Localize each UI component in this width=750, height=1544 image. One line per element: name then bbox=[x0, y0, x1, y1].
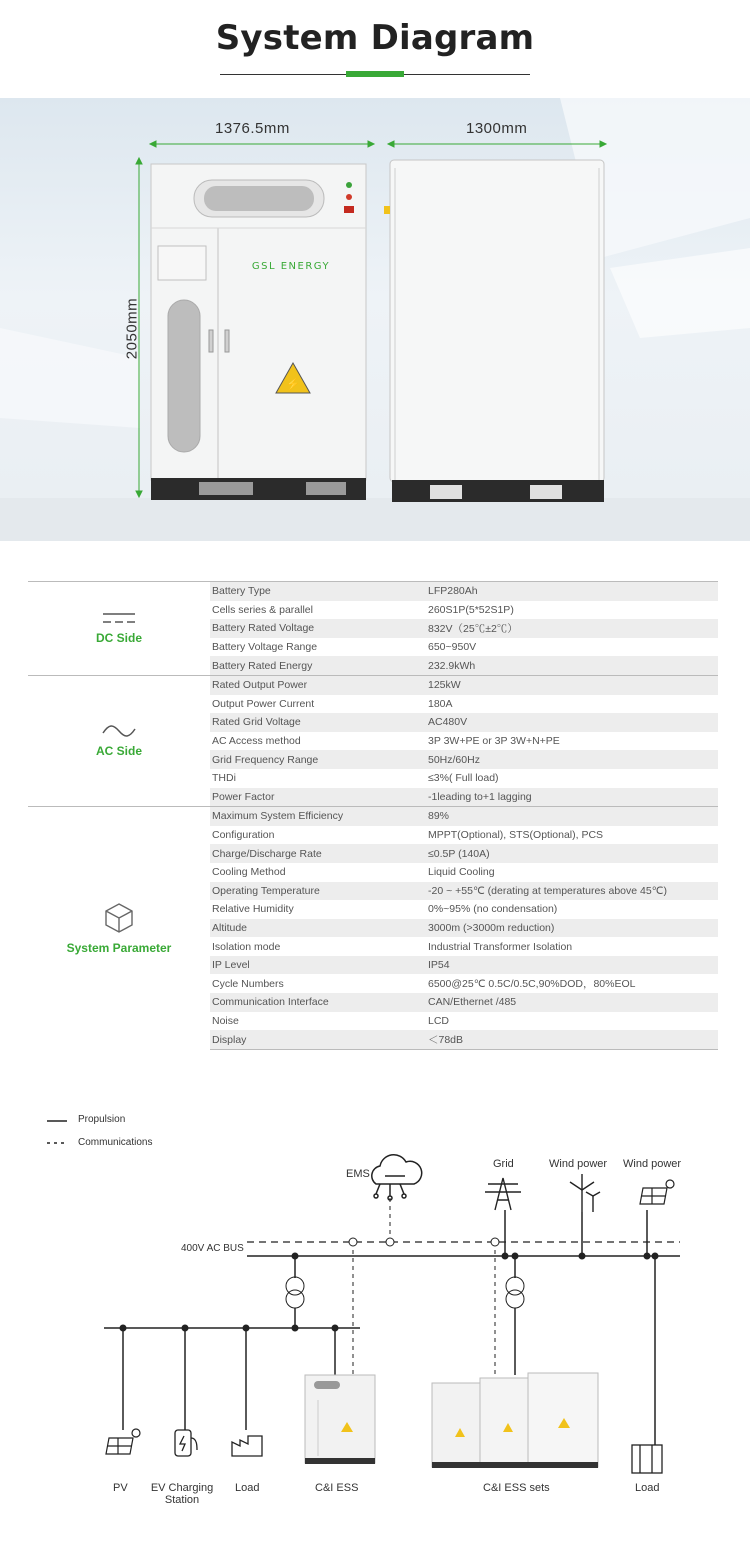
pv-label: PV bbox=[113, 1482, 128, 1494]
spec-value: 260S1P(5*52S1P) bbox=[428, 603, 514, 616]
dc-icon bbox=[101, 611, 137, 625]
spec-value: 832V（25℃±2℃） bbox=[428, 619, 718, 638]
ev-label: EV Charging Station bbox=[150, 1482, 214, 1506]
grid-label: Grid bbox=[493, 1158, 514, 1170]
legend-communications: Communications bbox=[78, 1137, 153, 1148]
spec-key: Display bbox=[210, 1030, 428, 1049]
spec-value: MPPT(Optional), STS(Optional), PCS bbox=[428, 829, 604, 842]
spec-value: 0%~95% (no condensation) bbox=[428, 903, 558, 916]
spec-row bbox=[28, 675, 718, 694]
spec-row bbox=[28, 807, 718, 826]
spec-value: 180A bbox=[428, 697, 453, 710]
spec-key: Battery Voltage Range bbox=[212, 641, 318, 654]
spec-key: Noise bbox=[212, 1014, 239, 1027]
brand-logo: GSL ENERGY bbox=[251, 261, 331, 272]
ess-label: C&I ESS bbox=[315, 1482, 359, 1494]
height-label: 2050mm bbox=[123, 297, 141, 360]
ev-charger-icon bbox=[175, 1430, 197, 1456]
spec-value: 232.9kWh bbox=[428, 656, 718, 675]
spec-value: ≤0.5P (140A) bbox=[428, 844, 718, 863]
spec-value: 6500@25℃ 0.5C/0.5C,90%DOD，80%EOL bbox=[428, 978, 636, 991]
ess-sets-label: C&I ESS sets bbox=[483, 1482, 550, 1494]
spec-key: Battery Type bbox=[210, 582, 428, 601]
grid-tower-icon bbox=[485, 1178, 521, 1210]
spec-value: 89% bbox=[428, 807, 718, 826]
spec-value: AC480V bbox=[428, 713, 718, 732]
ess-cabinet-icon bbox=[305, 1375, 375, 1464]
section-label bbox=[28, 582, 210, 676]
spec-value: ≤3%( Full load) bbox=[428, 772, 499, 785]
spec-key: Operating Temperature bbox=[210, 882, 428, 901]
spec-key: Cycle Numbers bbox=[212, 977, 284, 990]
depth-label: 1300mm bbox=[466, 120, 528, 137]
spec-value: 50Hz/60Hz bbox=[428, 750, 718, 769]
ess-sets-icon bbox=[432, 1373, 598, 1468]
wind-label-1: Wind power bbox=[549, 1158, 608, 1170]
pv-panel-icon bbox=[106, 1429, 140, 1454]
load-label-2: Load bbox=[635, 1482, 660, 1494]
spec-key: Isolation mode bbox=[212, 940, 281, 953]
spec-key: Charge/Discharge Rate bbox=[210, 844, 428, 863]
spec-value: ＜78dB bbox=[428, 1030, 718, 1049]
spec-key: Maximum System Efficiency bbox=[210, 807, 428, 826]
spec-key: IP Level bbox=[210, 956, 428, 975]
spec-value: Industrial Transformer Isolation bbox=[428, 940, 573, 953]
spec-value: -20 ~ +55℃ (derating at temperatures above 45℃) bbox=[428, 882, 718, 901]
building-load-icon bbox=[632, 1445, 662, 1473]
spec-key: Output Power Current bbox=[212, 697, 315, 710]
ems-label: EMS bbox=[346, 1168, 370, 1180]
spec-value: CAN/Ethernet /485 bbox=[428, 993, 718, 1012]
spec-value: 125kW bbox=[428, 675, 718, 694]
spec-key: Grid Frequency Range bbox=[210, 750, 428, 769]
load-label-1: Load bbox=[235, 1482, 260, 1494]
wind-turbine-icon bbox=[570, 1174, 600, 1212]
section-label bbox=[28, 807, 210, 1050]
section-name: System Parameter bbox=[66, 941, 172, 956]
spec-value: 3000m (>3000m reduction) bbox=[428, 919, 718, 938]
ac-wave-icon bbox=[101, 724, 137, 738]
system-diagram bbox=[0, 1100, 750, 1544]
spec-key: Configuration bbox=[212, 829, 275, 842]
spec-key: Rated Output Power bbox=[210, 675, 428, 694]
spec-key: Power Factor bbox=[210, 788, 428, 807]
spec-key: Rated Grid Voltage bbox=[210, 713, 428, 732]
solar-panel-icon bbox=[640, 1180, 674, 1204]
width-label: 1376.5mm bbox=[215, 120, 290, 137]
spec-value: IP54 bbox=[428, 956, 718, 975]
spec-value: Liquid Cooling bbox=[428, 866, 495, 879]
spec-row bbox=[28, 582, 718, 601]
bus-label: 400V AC BUS bbox=[181, 1243, 244, 1254]
spec-key: Cells series & parallel bbox=[212, 603, 313, 616]
spec-value: LCD bbox=[428, 1014, 450, 1027]
spec-table bbox=[28, 581, 718, 1050]
spec-key: Battery Rated Voltage bbox=[210, 619, 428, 638]
ess-cabinet-side bbox=[384, 160, 604, 502]
ems-cloud-icon bbox=[372, 1155, 422, 1200]
product-image bbox=[0, 98, 750, 541]
section-name: AC Side bbox=[95, 744, 142, 759]
svg-text:⚡: ⚡ bbox=[285, 377, 301, 391]
spec-key: Cooling Method bbox=[212, 866, 286, 879]
section-name: DC Side bbox=[95, 631, 142, 646]
spec-key: Relative Humidity bbox=[212, 903, 294, 916]
spec-key: THDi bbox=[212, 772, 236, 785]
spec-key: Communication Interface bbox=[210, 993, 428, 1012]
spec-key: Battery Rated Energy bbox=[210, 656, 428, 675]
section-label bbox=[28, 675, 210, 806]
spec-key: AC Access method bbox=[212, 735, 301, 748]
spec-value: -1leading to+1 lagging bbox=[428, 788, 718, 807]
spec-key: Altitude bbox=[210, 919, 428, 938]
spec-value: 3P 3W+PE or 3P 3W+N+PE bbox=[428, 735, 560, 748]
wind-label-2: Wind power bbox=[623, 1158, 682, 1170]
ess-cabinet-front bbox=[151, 164, 366, 500]
cube-icon bbox=[102, 901, 136, 935]
title-accent-bar bbox=[346, 71, 404, 77]
page-title: System Diagram bbox=[215, 18, 535, 58]
legend-propulsion: Propulsion bbox=[78, 1114, 126, 1125]
spec-value: 650~950V bbox=[428, 641, 477, 654]
spec-value: LFP280Ah bbox=[428, 582, 718, 601]
factory-load-icon bbox=[232, 1436, 262, 1456]
